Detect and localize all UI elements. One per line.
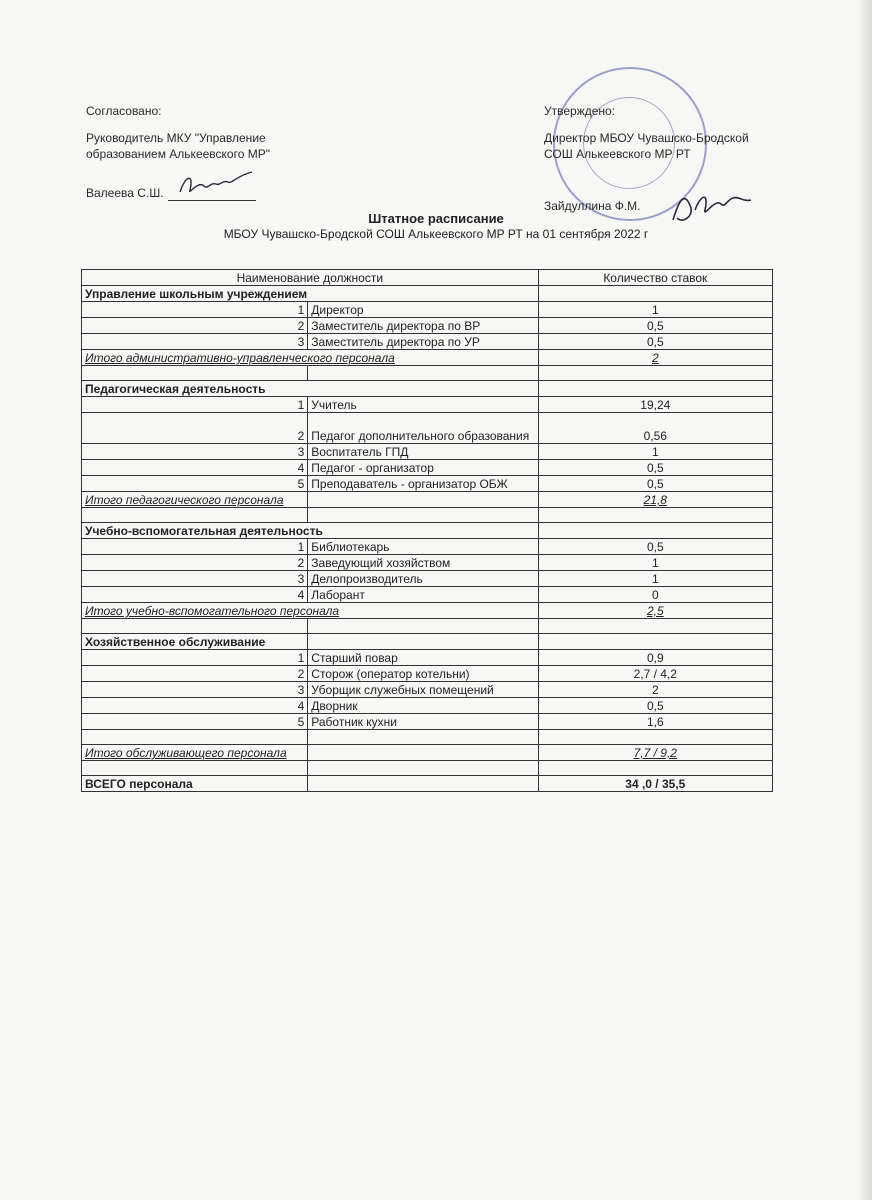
row-rate: 1 [538,555,772,571]
subtotal-row [82,603,773,619]
total-label: ВСЕГО персонала [82,776,308,792]
table-header-row [82,270,773,286]
approved-pos-line1: Директор МБОУ Чувашско-Бродской [544,131,749,145]
subtotal-value: 21,8 [538,492,772,508]
row-number: 1 [82,302,308,318]
row-number: 1 [82,397,308,413]
row-number: 2 [82,318,308,334]
row-title: Библиотекарь [308,539,538,555]
section-heading: Педагогическая деятельность [82,381,539,397]
row-rate: 2,7 / 4,2 [538,666,772,682]
row-title: Заместитель директора по УР [308,334,538,350]
row-number: 3 [82,571,308,587]
page-edge [858,0,872,1200]
row-title: Заместитель директора по ВР [308,318,538,334]
table-row [82,318,773,334]
subtotal-label: Итого педагогического персонала [82,492,308,508]
subtotal-row [82,492,773,508]
row-number: 3 [82,334,308,350]
row-rate: 1 [538,444,772,460]
signature-line [168,200,256,201]
row-title: Сторож (оператор котельни) [308,666,538,682]
row-rate: 0,5 [538,476,772,492]
row-rate: 0,5 [538,539,772,555]
section-heading: Учебно-вспомогательная деятельность [82,523,539,539]
row-number: 4 [82,698,308,714]
table-row [82,460,773,476]
table-row [82,682,773,698]
approved-pos-line2: СОШ Алькеевского МР РТ [544,147,691,161]
row-title: Лаборант [308,587,538,603]
row-number: 3 [82,444,308,460]
agreed-org-line1: Руководитель МКУ "Управление [86,131,266,145]
row-title: Педагог - организатор [308,460,538,476]
col-header-position: Наименование должности [82,270,539,286]
row-title: Педагог дополнительного образования [308,413,538,444]
approved-signer: Зайдуллина Ф.М. [544,199,641,213]
row-title: Воспитатель ГПД [308,444,538,460]
row-title: Старший повар [308,650,538,666]
row-number: 1 [82,650,308,666]
subtotal-row [82,350,773,366]
document-title: Штатное расписание [368,211,504,226]
row-title: Работник кухни [308,714,538,730]
section-heading: Хозяйственное обслуживание [82,634,308,650]
row-number: 2 [82,413,308,444]
table-row [82,714,773,730]
row-rate: 1,6 [538,714,772,730]
table-row [82,571,773,587]
row-number: 4 [82,587,308,603]
staff-schedule-table [81,269,773,792]
row-number: 5 [82,714,308,730]
agreed-label: Согласовано: [86,104,162,118]
subtotal-label: Итого обслуживающего персонала [82,745,308,761]
total-row [82,776,773,792]
row-number: 4 [82,460,308,476]
row-rate: 0,5 [538,460,772,476]
approved-label: Утверждено: [544,104,616,118]
agreed-signer: Валеева С.Ш. [86,186,164,200]
subtotal-label: Итого административно-управленческого персонала [82,350,539,366]
table-row [82,334,773,350]
row-number: 3 [82,682,308,698]
row-rate: 1 [538,302,772,318]
row-title: Делопроизводитель [308,571,538,587]
row-number: 5 [82,476,308,492]
subtotal-label: Итого учебно-вспомогательного персонала [82,603,539,619]
row-rate: 2 [538,682,772,698]
row-title: Дворник [308,698,538,714]
row-title: Преподаватель - организатор ОБЖ [308,476,538,492]
total-value: 34 ,0 / 35,5 [538,776,772,792]
document-subtitle: МБОУ Чувашско-Бродской СОШ Алькеевского МР РТ на 01 сентября 2022 г [223,227,649,241]
table-row [82,698,773,714]
row-rate: 19,24 [538,397,772,413]
subtotal-value: 7,7 / 9,2 [538,745,772,761]
section-heading: Управление школьным учреждением [82,286,539,302]
table-row [82,539,773,555]
agreed-org-line2: образованием Алькеевского МР" [86,147,270,161]
table-row [82,413,773,444]
subtotal-value: 2 [538,350,772,366]
table-row [82,476,773,492]
row-rate: 0,5 [538,698,772,714]
table-row [82,397,773,413]
row-title: Уборщик служебных помещений [308,682,538,698]
row-number: 2 [82,666,308,682]
row-title: Учитель [308,397,538,413]
row-rate: 0,56 [538,413,772,444]
table-row [82,666,773,682]
table-row [82,302,773,318]
signature-left [176,168,256,200]
table-row [82,555,773,571]
row-rate: 0,9 [538,650,772,666]
row-rate: 0 [538,587,772,603]
row-title: Директор [308,302,538,318]
row-title: Заведующий хозяйством [308,555,538,571]
table-row [82,650,773,666]
row-number: 2 [82,555,308,571]
subtotal-value: 2,5 [538,603,772,619]
subtotal-row [82,745,773,761]
table-row [82,587,773,603]
row-rate: 0,5 [538,334,772,350]
col-header-rates: Количество ставок [538,270,772,286]
row-rate: 0,5 [538,318,772,334]
row-rate: 1 [538,571,772,587]
table-row [82,444,773,460]
row-number: 1 [82,539,308,555]
